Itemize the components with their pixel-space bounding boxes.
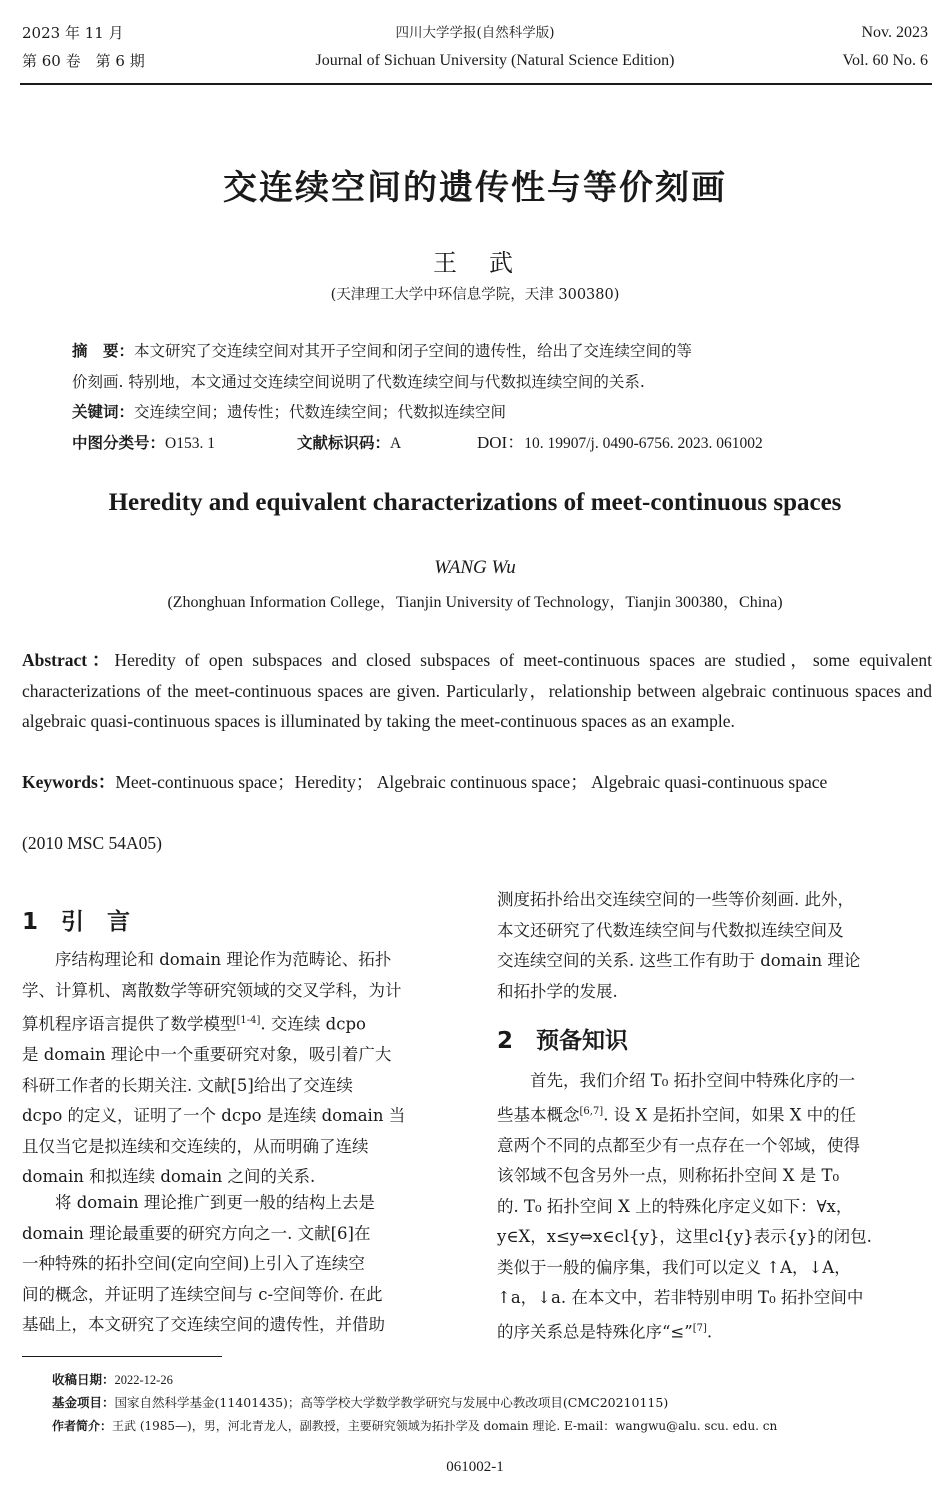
doi-label: DOI： (477, 433, 525, 452)
section1-para2-cont: 测度拓扑给出交连续空间的一些等价刻画. 此外， 本文还研究了代数连续空间与代数拟连续空间及 交连续空间的关系. 这些工作有助于 domain 理论 和拓扑学的发展. (497, 890, 861, 1001)
abstract-cn-label: 摘 要： (72, 342, 135, 360)
abstract-en-label: Abstract： (22, 650, 115, 670)
header-journal-cn: 四川大学学报(自然科学版) (395, 25, 555, 41)
fund-label: 基金项目： (52, 1395, 115, 1410)
section2-heading: 2 预备知识 (497, 1028, 629, 1054)
header-rule (20, 83, 932, 85)
clc-value: O153. 1 (165, 435, 215, 452)
doc-code-value: A (390, 435, 402, 452)
doi (477, 428, 763, 459)
section1-para2: 将 domain 理论推广到更一般的结构上去是 domain 理论最重要的研究方向之一. 文献[6]在 一种特殊的拓扑空间(定向空间)上引入了连续空 间的概念，并证明了连续空间与 c-空间等价. 在此 基础上，本文研究了交连续空间的遗传性，并借助 (22, 1193, 385, 1334)
received-value: 2022-12-26 (114, 1373, 173, 1387)
footnote-rule (22, 1356, 222, 1357)
header-volume-en: Vol. 60 No. 6 (842, 52, 928, 69)
abstract-cn-text1: 本文研究了交连续空间对其开子空间和闭子空间的遗传性，给出了交连续空间的等 (134, 342, 693, 360)
citation-7: [7] (692, 1322, 707, 1334)
keywords-en (22, 767, 932, 798)
msc-code: (2010 MSC 54A05) (22, 833, 163, 853)
author-bio-label: 作者简介： (52, 1419, 113, 1433)
abstract-cn-line1 (72, 336, 692, 366)
keywords-cn-label: 关键词： (72, 403, 135, 421)
keywords-en-text: Meet-continuous space；Heredity； Algebraic continuous space； Algebraic quasi-continuous space (115, 772, 828, 792)
abstract-en-text: Heredity of open subspaces and closed subspaces of meet-continuous spaces are studied，some equivalent characterizations of the meet-continuous spaces are given. Particularly，relationship between algebraic continuous spaces and algebraic quasi-continuous spaces is illuminated by taking the meet-continuous spaces as an example. (22, 650, 933, 731)
classification-line (72, 428, 215, 459)
doc-code (297, 428, 401, 459)
header-volume-cn: 第 60 卷 第 6 期 (22, 52, 145, 70)
affiliation-en: (Zhonghuan Information College，Tianjin University of Technology，Tianjin 300380，China) (167, 594, 783, 611)
fund-info (52, 1392, 668, 1414)
keywords-cn-text: 交连续空间；遗传性；代数连续空间；代数拟连续空间 (134, 403, 507, 421)
doc-code-label: 文献标识码： (297, 434, 391, 452)
citation-6-7: [6,7] (579, 1105, 604, 1117)
section2-para1-text: 首先，我们介绍 T₀ 拓扑空间中特殊化序的一 些基本概念 (497, 1071, 856, 1124)
page-number: 061002-1 (446, 1459, 504, 1475)
affiliation-cn: (天津理工大学中环信息学院，天津 300380) (330, 287, 620, 303)
fund-value: 国家自然科学基金(11401435)；高等学校大学数学教学研究与发展中心教改项目(CMC20210115) (114, 1395, 669, 1410)
header-journal-en: Journal of Sichuan University (Natural Science Edition) (315, 52, 675, 69)
section1-para1-cont: . 交连续 dcpo 是 domain 理论中一个重要研究对象，吸引着广大 科研工作者的长期关注. 文献[5]给出了交连续 dcpo 的定义，证明了一个 dcpo 是连续 domain 当 且仅当它是拟连续和交连续的，从而明确了连续 domain 和拟连续 domain 之间的关系. (22, 1014, 406, 1186)
section1-para1 (22, 945, 458, 1193)
header-date-cn: 2023 年 11 月 (22, 24, 124, 42)
keywords-cn (72, 397, 506, 427)
received-label: 收稿日期： (52, 1372, 115, 1387)
section1-para1-text: 序结构理论和 domain 理论作为范畴论、拓扑 学、计算机、离散数学等研究领域的交叉学科，为计 算机程序语言提供了数学模型 (22, 950, 402, 1034)
paper-title-cn: 交连续空间的遗传性与等价刻画 (223, 168, 727, 208)
keywords-en-label: Keywords： (22, 772, 116, 792)
author-cn: 王 武 (433, 249, 517, 277)
abstract-en (22, 645, 932, 737)
paper-title-en: Heredity and equivalent characterizations of meet-continuous spaces (108, 489, 842, 516)
section2-para1-end: . (706, 1322, 713, 1341)
author-bio-value: 王武 (1985—)，男，河北青龙人，副教授，主要研究领域为拓扑学及 domain 理论. E-mail：wangwu@alu. scu. edu. cn (112, 1419, 778, 1433)
section2-para1 (497, 1066, 933, 1348)
abstract-cn-line2: 价刻画. 特别地，本文通过交连续空间说明了代数连续空间与代数拟连续空间的关系. (72, 373, 645, 391)
clc-label: 中图分类号： (72, 434, 166, 452)
received-date (52, 1369, 173, 1391)
section2-para1-cont: . 设 X 是拓扑空间，如果 X 中的任 意两个不同的点都至少有一点存在一个邻域，使得 该邻域不包含另外一点，则称拓扑空间 X 是 T₀ 的. T₀ 拓扑空间 X 上的特殊化序定义如下：∀x， y∈X，x≤y⇔x∈cl{y}，这里cl{y}表示{y}的闭包. 类似于一般的偏序集，我们可以定义 ↑A，↓A， ↑a，↓a. 在本文中，若非特别申明 T₀ 拓扑空间中 的序关系总是特殊化序“≤” (497, 1105, 872, 1341)
doi-value: 10. 19907/j. 0490-6756. 2023. 061002 (524, 435, 763, 452)
citation-1-4: [1-4] (236, 1015, 261, 1026)
author-bio (52, 1415, 777, 1437)
author-en: WANG Wu (434, 557, 516, 578)
header-date-en: Nov. 2023 (861, 24, 928, 41)
section1-heading: 1 引 言 (22, 909, 131, 935)
